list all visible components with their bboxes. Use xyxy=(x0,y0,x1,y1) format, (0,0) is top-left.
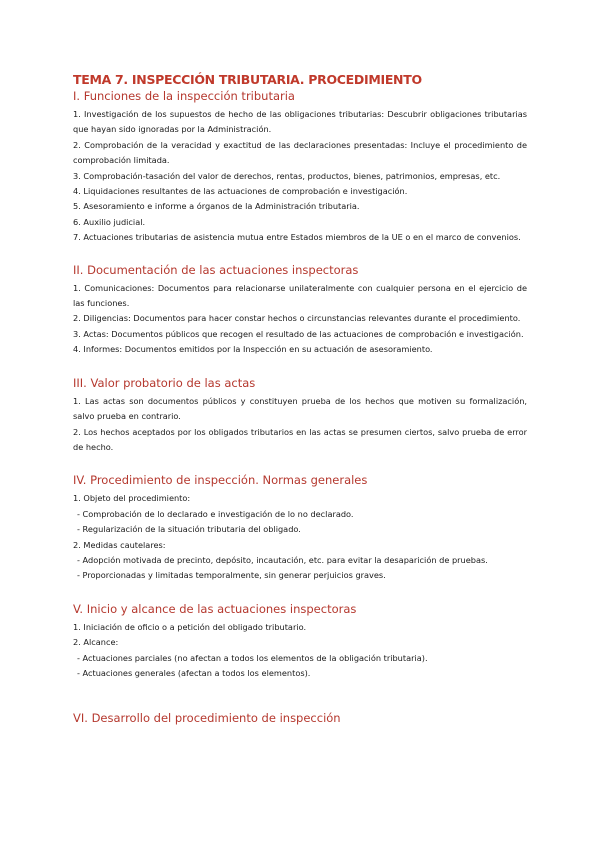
list-item: - Regularización de la situación tributaria del obligado. xyxy=(77,524,301,535)
paragraph: 3. Actas: Documentos públicos que recogen el resultado de las actuaciones de comprobación e investigación. xyxy=(73,328,524,339)
paragraph: 2. Los hechos aceptados por los obligados tributarios en las actas se presumen ciertos, salvo prueba de error de hecho. xyxy=(73,426,527,452)
paragraph: 2. Comprobación de la veracidad y exactitud de las declaraciones presentadas: Incluye el procedimiento de comprobación limitada. xyxy=(73,139,527,166)
paragraph: 1. Las actas son documentos públicos y constituyen prueba de los hechos que motiven su formalización, salvo prueba en contrario. xyxy=(73,395,527,422)
paragraph: 3. Comprobación-tasación del valor de derechos, rentas, productos, bienes, patrimonios, empresas, etc. xyxy=(73,170,501,181)
paragraph: 2. Alcance: xyxy=(73,637,119,648)
paragraph: 1. Investigación de los supuestos de hecho de las obligaciones tributarias: Descubrir obligaciones tributarias que hayan sido ignoradas por la Administración. xyxy=(73,109,527,135)
section-desarrollo xyxy=(73,711,527,726)
list-item: - Actuaciones parciales (no afectan a todos los elementos de la obligación tributaria). xyxy=(77,652,428,663)
section-heading: IV. Procedimiento de inspección. Normas generales xyxy=(73,473,368,488)
section-funciones xyxy=(73,89,527,246)
section-valor-probatorio xyxy=(73,376,527,456)
paragraph: 6. Auxilio judicial. xyxy=(73,216,146,227)
paragraph: 2. Medidas cautelares: xyxy=(73,539,166,550)
section-heading: II. Documentación de las actuaciones inspectoras xyxy=(73,262,359,277)
paragraph: 2. Diligencias: Documentos para hacer constar hechos o circunstancias relevantes durante el procedimiento. xyxy=(73,313,521,324)
list-item: - Adopción motivada de precinto, depósito, incautación, etc. para evitar la desaparición de pruebas. xyxy=(77,554,488,565)
paragraph: 7. Actuaciones tributarias de asistencia mutua entre Estados miembros de la UE o en el marco de convenios. xyxy=(73,232,521,243)
list-item: - Proporcionadas y limitadas temporalmente, sin generar perjuicios graves. xyxy=(77,570,386,581)
paragraph: 1. Objeto del procedimiento: xyxy=(73,493,191,504)
document-page xyxy=(73,72,527,744)
paragraph: 4. Informes: Documentos emitidos por la Inspección en su actuación de asesoramiento. xyxy=(73,344,433,355)
section-heading: VI. Desarrollo del procedimiento de inspección xyxy=(73,711,341,726)
section-heading: V. Inicio y alcance de las actuaciones inspectoras xyxy=(73,601,357,616)
paragraph: 1. Iniciación de oficio o a petición del obligado tributario. xyxy=(73,621,307,632)
section-documentacion xyxy=(73,263,527,358)
document-title: TEMA 7. INSPECCIÓN TRIBUTARIA. PROCEDIMIENTO xyxy=(73,72,422,87)
paragraph: 5. Asesoramiento e informe a órganos de la Administración tributaria. xyxy=(73,201,360,212)
list-item: - Actuaciones generales (afectan a todos los elementos). xyxy=(77,667,311,678)
paragraph: 1. Comunicaciones: Documentos para relacionarse unilateralmente con cualquier persona en el ejercicio de las funciones. xyxy=(73,282,527,309)
section-heading: I. Funciones de la inspección tributaria xyxy=(73,89,295,103)
section-normas-generales xyxy=(73,473,527,583)
list-item: - Comprobación de lo declarado e investigación de lo no declarado. xyxy=(77,508,354,519)
paragraph: 4. Liquidaciones resultantes de las actuaciones de comprobación e investigación. xyxy=(73,186,408,197)
section-heading: III. Valor probatorio de las actas xyxy=(73,375,256,390)
section-inicio-alcance xyxy=(73,602,527,682)
